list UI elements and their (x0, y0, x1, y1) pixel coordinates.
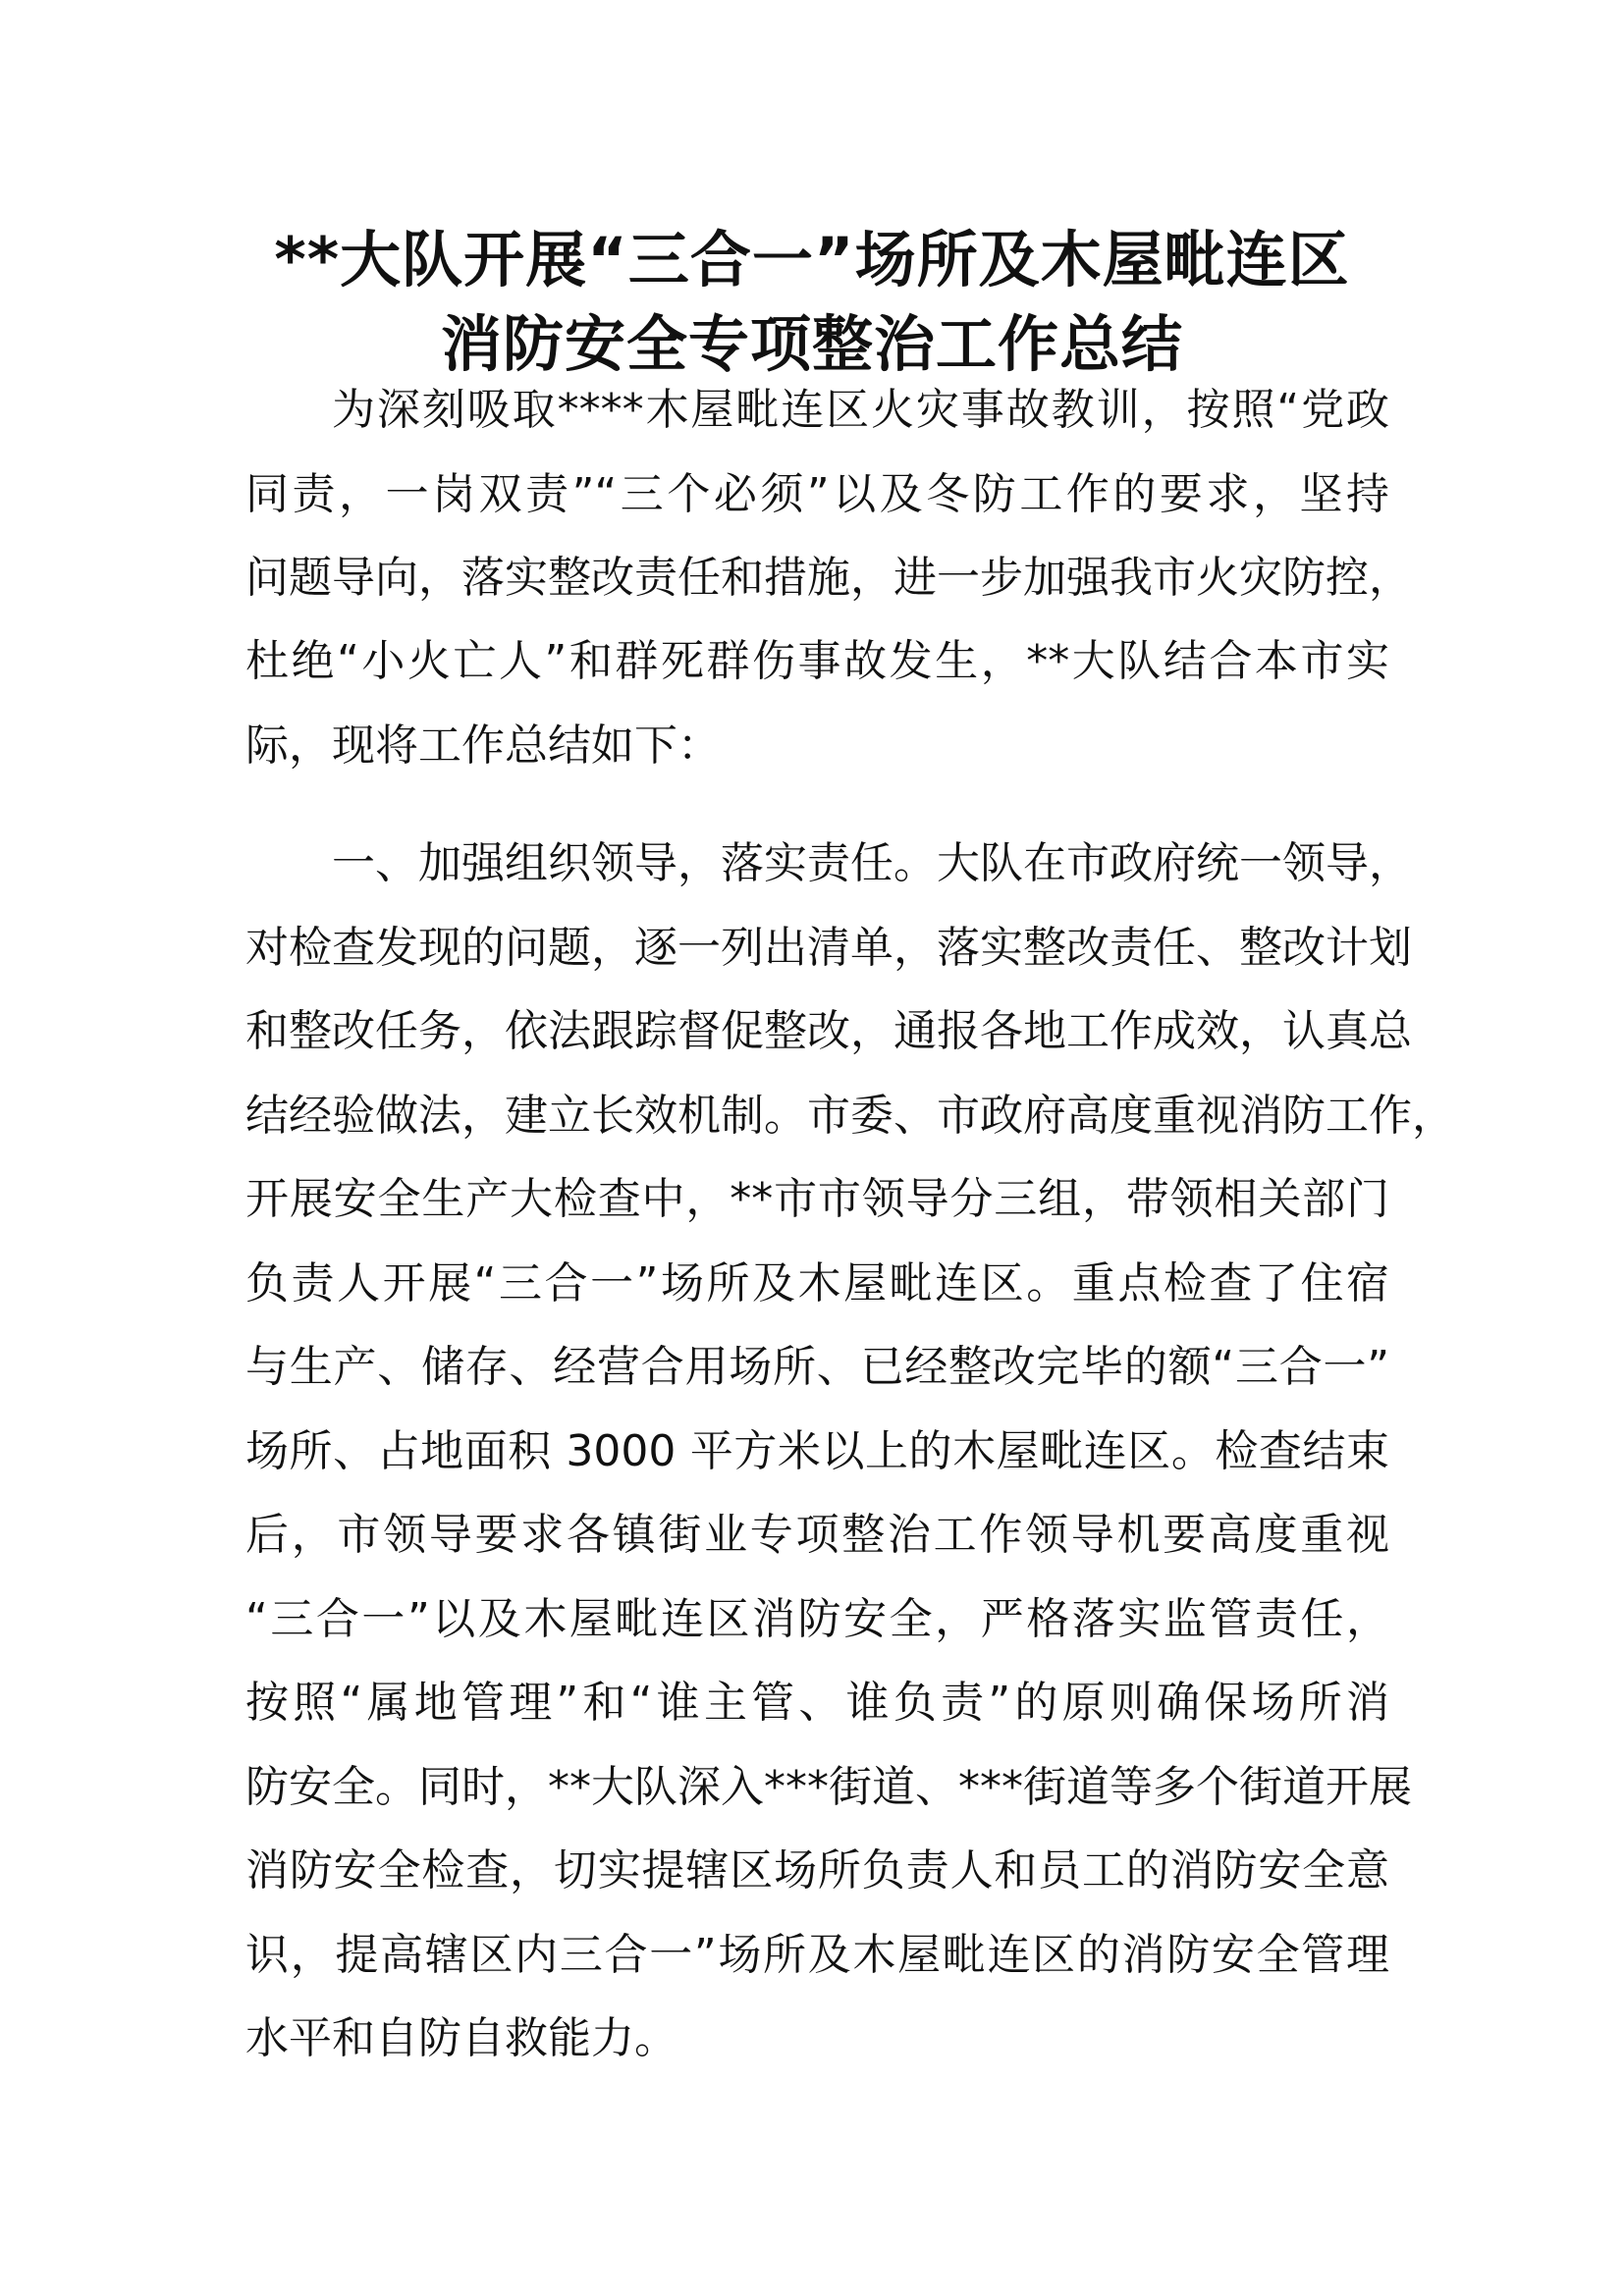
paragraph-line: 场所、占地面积 3000 平方米以上的木屋毗连区。检查结束 (245, 1426, 1389, 1476)
paragraph-line: 杜绝“小火亡人”和群死群伤事故发生，**大队结合本市实 (245, 636, 1389, 686)
title-line-2: 消防安全专项整治工作总结 (440, 308, 1183, 380)
paragraph-line: 水平和自防自救能力。 (245, 2013, 677, 2063)
title-line-1: **大队开展“三合一”场所及木屋毗连区 (274, 224, 1350, 295)
paragraph-line: 问题导向，落实整改责任和措施，进一步加强我市火灾防控， (245, 553, 1412, 603)
paragraph-line: 后，市领导要求各镇街业专项整治工作领导机要高度重视 (245, 1510, 1389, 1560)
paragraph-line: 为深刻吸取****木屋毗连区火灾事故教训，按照“党政 (332, 385, 1389, 435)
paragraph-line: 负责人开展“三合一”场所及木屋毗连区。重点检查了住宿 (245, 1258, 1389, 1308)
paragraph-line: 结经验做法，建立长效机制。市委、市政府高度重视消防工作， (245, 1091, 1455, 1141)
paragraph-line: 同责，一岗双责”“三个必须”以及冬防工作的要求，坚持 (245, 469, 1389, 519)
paragraph-line: 开展安全生产大检查中，**市市领导分三组，带领相关部门 (245, 1174, 1389, 1224)
document-title (0, 218, 1624, 387)
paragraph-line: 消防安全检查，切实提辖区场所负责人和员工的消防安全意 (245, 1845, 1389, 1896)
paragraph-line: 际，现将工作总结如下： (245, 721, 721, 771)
paragraph-line: 与生产、储存、经营合用场所、已经整改完毕的额“三合一” (245, 1342, 1389, 1392)
paragraph-line: “三合一”以及木屋毗连区消防安全，严格落实监管责任， (245, 1594, 1389, 1644)
paragraph-line: 按照“属地管理”和“谁主管、谁负责”的原则确保场所消 (245, 1678, 1389, 1728)
paragraph-line: 识，提高辖区内三合一”场所及木屋毗连区的消防安全管理 (245, 1930, 1389, 1980)
paragraph-line: 对检查发现的问题，逐一列出清单，落实整改责任、整改计划 (245, 923, 1412, 973)
paragraph-line: 防安全。同时，**大队深入***街道、***街道等多个街道开展 (245, 1762, 1412, 1812)
paragraph-line: 和整改任务，依法跟踪督促整改，通报各地工作成效，认真总 (245, 1006, 1412, 1056)
paragraph-line: 一、加强组织领导，落实责任。大队在市政府统一领导， (332, 838, 1412, 888)
